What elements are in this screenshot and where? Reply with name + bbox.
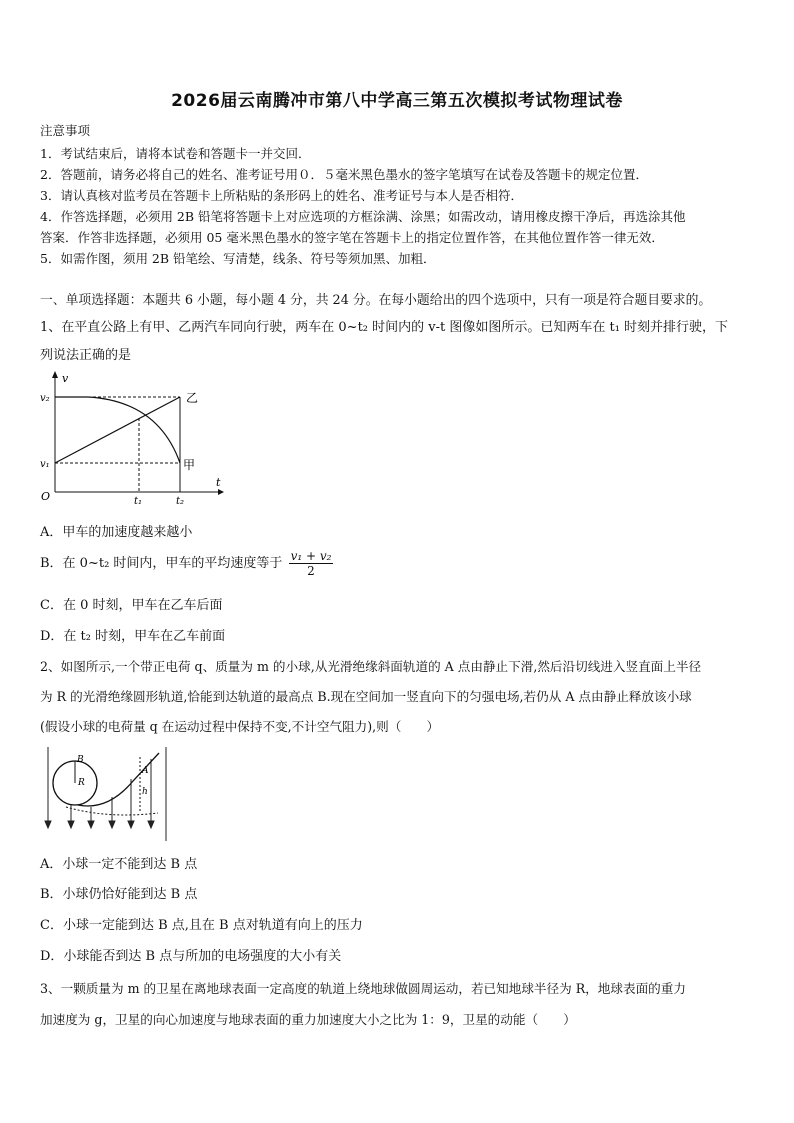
radius-label: R [78,778,85,788]
v1-label: v₁ [40,459,50,470]
q2-option-a: A．小球一定不能到达 B 点 [40,857,198,872]
jia-label: 甲 [183,458,196,472]
note-item: 1．考试结束后，请将本试卷和答题卡一并交回． [40,146,311,161]
q2-option-c: C．小球一定能到达 B 点,且在 B 点对轨道有向上的压力 [40,918,363,933]
point-b-label: B [77,755,84,765]
note-item: 5．如需作图，须用 2B 铅笔绘、写清楚，线条、符号等须加黑、加粗． [40,251,436,266]
note-item: 3．请认真核对监考员在答题卡上所粘贴的条形码上的姓名、准考证号与本人是否相符． [40,188,523,203]
height-label: h [142,787,148,797]
note-item: 4．作答选择题，必须用 2B 铅笔将答题卡上对应选项的方框涂满、涂黑；如需改动，请用橡皮擦干净后，再选涂其他 [40,209,686,224]
question-3-stem-cont: 加速度为 g，卫星的向心加速度与地球表面的重力加速度大小之比为 1：9，卫星的动能（ ） [40,1012,576,1027]
q2-option-b: B．小球仍恰好能到达 B 点 [40,887,198,902]
q1-option-b [40,549,333,578]
vt-graph [38,368,228,508]
axis-v-label: v [62,372,69,385]
loop-track-figure [38,745,168,841]
q1-option-b-text: B．在 0~t₂ 时间内，甲车的平均速度等于 [40,556,283,571]
question-1-stem: 1、在平直公路上有甲、乙两汽车同向行驶，两车在 0~t₂ 时间内的 v-t 图像如图所示。已知两车在 t₁ 时刻并排行驶，下 [40,320,729,335]
page-title: 2026届云南腾冲市第八中学高三第五次模拟考试物理试卷 [171,91,623,111]
yi-label: 乙 [186,391,199,405]
q1-option-a: A．甲车的加速度越来越小 [40,525,193,540]
note-item: 2．答题前，请务必将自己的姓名、准考证号用０．５毫米黑色墨水的签字笔填写在试卷及答题卡的规定位置． [40,167,648,182]
q1-option-c: C．在 0 时刻，甲车在乙车后面 [40,598,223,613]
fraction-numerator: v₁ + v₂ [290,549,332,563]
question-3-stem: 3、一颗质量为 m 的卫星在离地球表面一定高度的轨道上绕地球做圆周运动，若已知地球半径为 R，地球表面的重力 [40,981,686,996]
question-2-stem-cont2: (假设小球的电荷量 q 在运动过程中保持不变,不计空气阻力),则（ ） [40,719,440,734]
fraction-denominator: 2 [307,564,315,578]
question-2-stem-cont: 为 R 的光滑绝缘圆形轨道,恰能到达轨道的最高点 B.现在空间加一竖直向下的匀强电场,若仍从 A 点由静止释放该小球 [40,689,692,704]
t2-label: t₂ [176,496,185,507]
section-heading: 一、单项选择题：本题共 6 小题，每小题 4 分，共 24 分。在每小题给出的四个选项中，只有一项是符合题目要求的。 [40,293,712,308]
note-item: 答案．作答非选择题，必须用 05 毫米黑色墨水的签字笔在答题卡上的指定位置作答，在其他位置作答一律无效． [40,230,664,245]
origin-label: O [41,490,51,503]
t1-label: t₁ [134,496,143,507]
q1-option-d: D．在 t₂ 时刻，甲车在乙车前面 [40,629,226,644]
question-1-stem-cont: 列说法正确的是 [40,348,132,363]
question-2-stem: 2、如图所示,一个带正电荷 q、质量为 m 的小球,从光滑绝缘斜面轨道的 A 点由静止下滑,然后沿切线进入竖直面上半径 [40,659,702,674]
axis-t-label: t [216,476,221,489]
notes-heading: 注意事项 [40,123,91,138]
fraction [289,549,334,578]
q2-option-d: D．小球能否到达 B 点与所加的电场强度的大小有关 [40,949,342,964]
v2-label: v₂ [40,393,50,404]
point-a-label: A [142,766,149,776]
